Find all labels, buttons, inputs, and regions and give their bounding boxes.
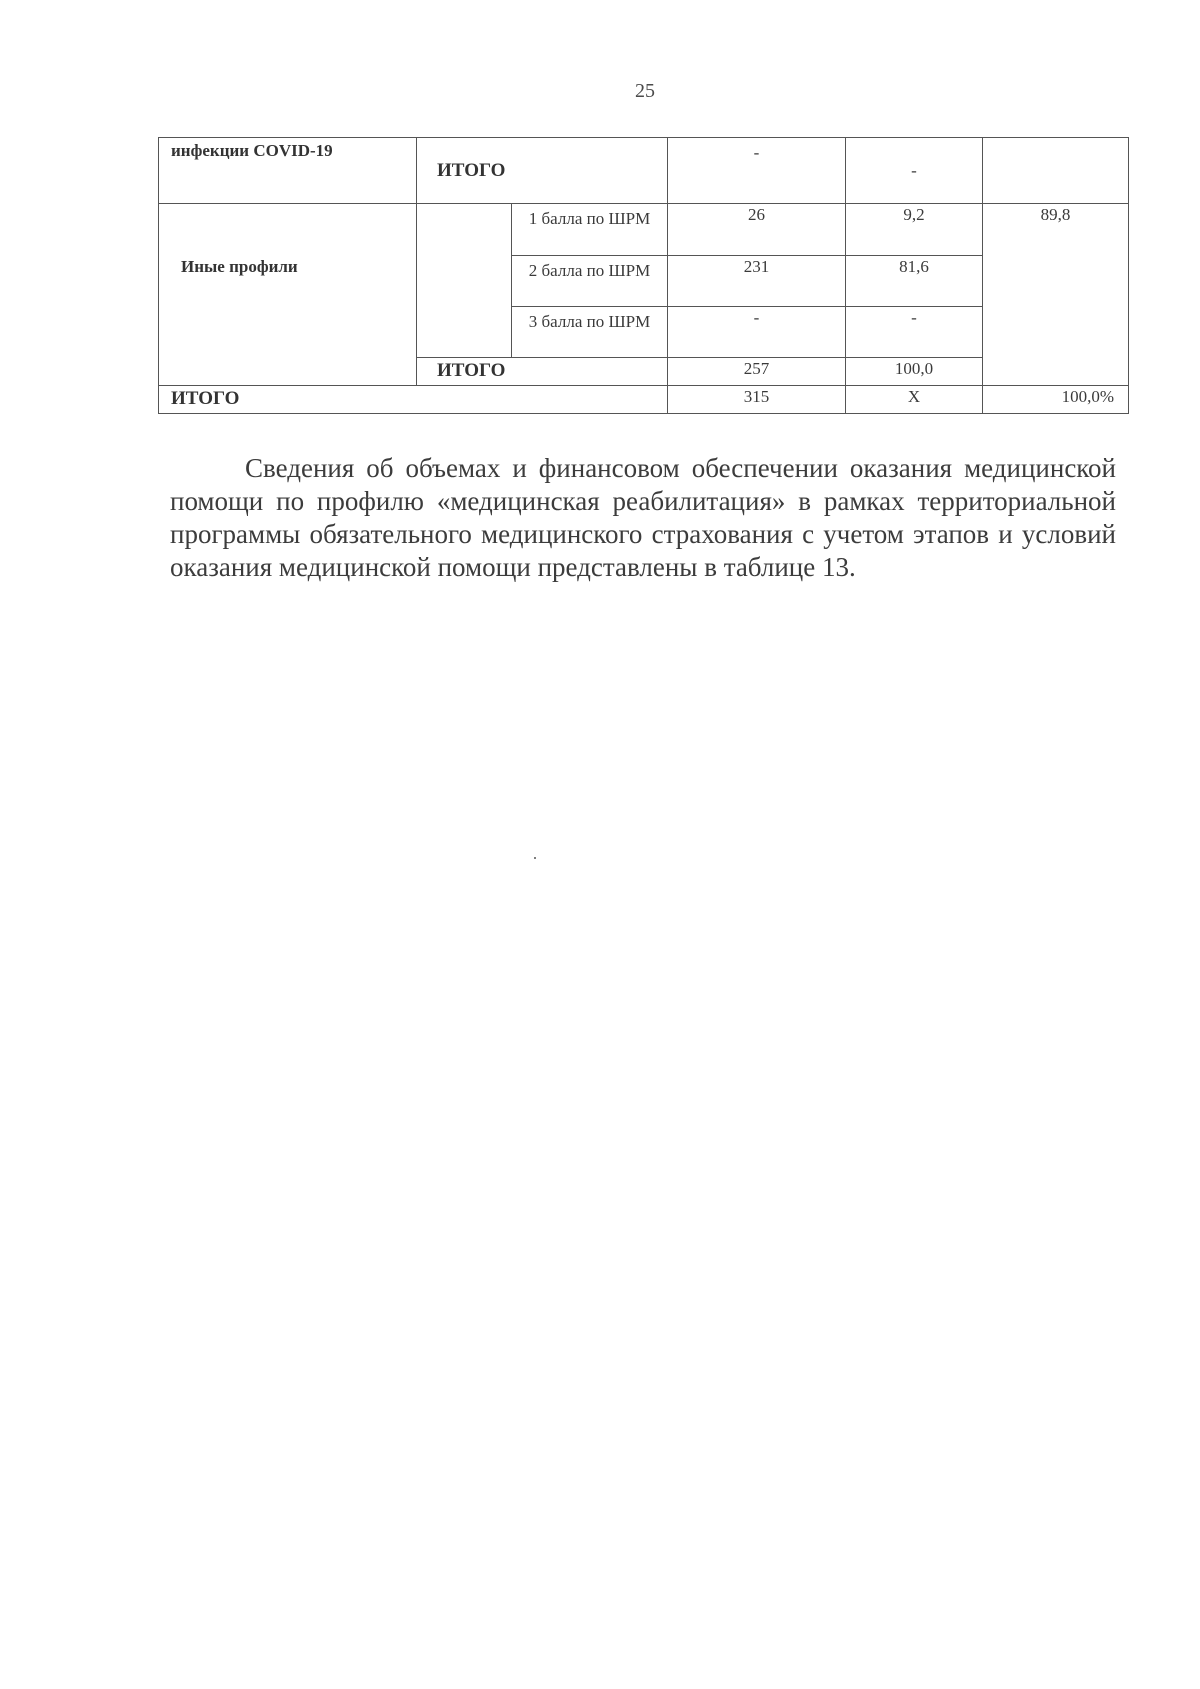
covid-share-cell [983,138,1129,204]
sub-percent-1: 9,2 [846,204,983,256]
sub-count-3: - [668,307,846,358]
scan-speck [534,857,536,859]
itogo-percent-other: 100,0 [846,358,983,386]
total-share: 100,0% [983,386,1129,414]
sub-label-2: 2 балла по ШРМ [512,256,668,307]
total-count: 315 [668,386,846,414]
profile-label-covid: инфекции COVID-19 [159,138,417,204]
table-row [159,204,1129,256]
table-row-covid [159,138,1129,204]
total-label: ИТОГО [159,386,668,414]
profile-label-other: Иные профили [159,204,417,386]
covid-percent-cell: - [846,138,983,204]
itogo-label-covid: ИТОГО [417,138,668,204]
itogo-label-other: ИТОГО [417,358,668,386]
empty-cell [417,204,512,358]
sub-count-2: 231 [668,256,846,307]
total-percent: Х [846,386,983,414]
body-paragraph: Сведения об объемах и финансовом обеспечении оказания медицинской помощи по профилю «медицинская реабилитация» в рамках территориальной программы обязательного медицинского страхования с учетом этапов и условий оказания медицинской помощи представлены в таблице 13. [170,453,1116,582]
itogo-count-other: 257 [668,358,846,386]
rehabilitation-table [158,137,1129,414]
sub-count-1: 26 [668,204,846,256]
sub-label-1: 1 балла по ШРМ [512,204,668,256]
other-share-cell: 89,8 [983,204,1129,386]
page-number: 25 [635,80,655,102]
table-row-total [159,386,1129,414]
sub-percent-3: - [846,307,983,358]
sub-label-3: 3 балла по ШРМ [512,307,668,358]
sub-percent-2: 81,6 [846,256,983,307]
covid-count-cell: - [668,138,846,204]
